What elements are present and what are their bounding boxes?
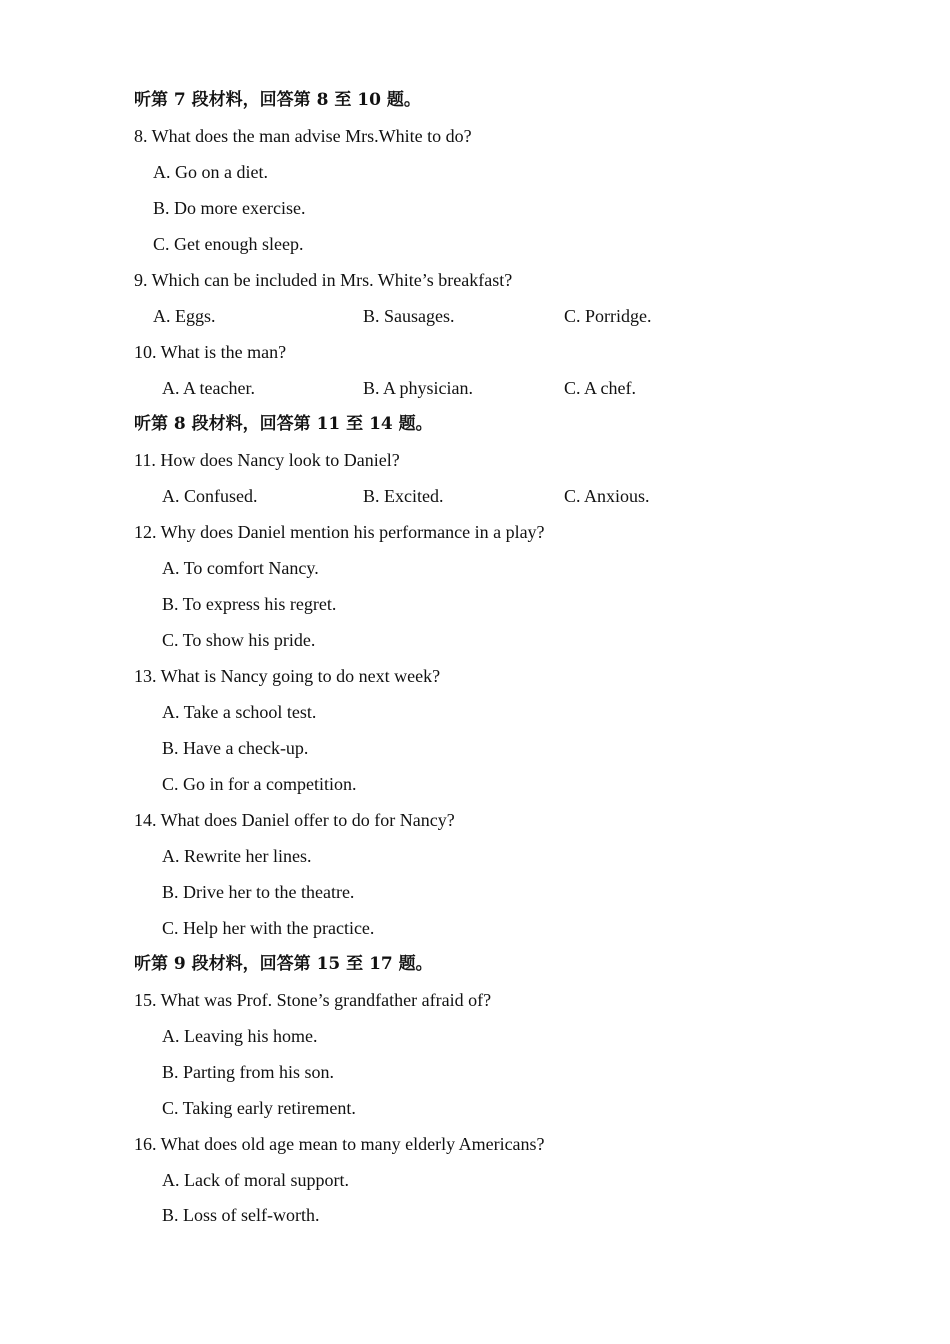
option-15a: A. Leaving his home.: [162, 1026, 318, 1046]
section-heading: 听第 7 段材料，回答第 8 至 10 题。: [134, 90, 421, 110]
option-12a: A. To comfort Nancy.: [162, 558, 319, 578]
question-13: 13. What is Nancy going to do next week?: [134, 666, 441, 686]
option-8a: A. Go on a diet.: [153, 162, 268, 182]
option-14a: A. Rewrite her lines.: [162, 846, 312, 866]
option-12b: B. To express his regret.: [162, 594, 337, 614]
option-11c: C. Anxious.: [564, 486, 650, 506]
option-10b: B. A physician.: [363, 378, 474, 398]
option-9a: A. Eggs.: [153, 306, 216, 326]
question-14: 14. What does Daniel offer to do for Nancy?: [134, 810, 455, 830]
option-13b: B. Have a check-up.: [162, 738, 309, 758]
question-8: 8. What does the man advise Mrs.White to do?: [134, 126, 472, 146]
option-14c: C. Help her with the practice.: [162, 918, 375, 938]
option-12c: C. To show his pride.: [162, 630, 316, 650]
section-heading: 听第 9 段材料，回答第 15 至 17 题。: [134, 954, 433, 974]
option-14b: B. Drive her to the theatre.: [162, 882, 355, 902]
option-13c: C. Go in for a competition.: [162, 774, 357, 794]
option-16a: A. Lack of moral support.: [162, 1170, 349, 1190]
option-11b: B. Excited.: [363, 486, 444, 506]
question-11: 11. How does Nancy look to Daniel?: [134, 450, 400, 470]
option-11a: A. Confused.: [162, 486, 258, 506]
option-10c: C. A chef.: [564, 378, 636, 398]
question-15: 15. What was Prof. Stone’s grandfather afraid of?: [134, 990, 492, 1010]
section-heading: 听第 8 段材料，回答第 11 至 14 题。: [134, 414, 433, 434]
question-12: 12. Why does Daniel mention his performance in a play?: [134, 522, 545, 542]
option-10a: A. A teacher.: [162, 378, 255, 398]
question-16: 16. What does old age mean to many elderly Americans?: [134, 1134, 545, 1154]
option-9c: C. Porridge.: [564, 306, 652, 326]
option-15c: C. Taking early retirement.: [162, 1098, 356, 1118]
option-8b: B. Do more exercise.: [153, 198, 306, 218]
option-9b: B. Sausages.: [363, 306, 455, 326]
option-13a: A. Take a school test.: [162, 702, 317, 722]
question-10: 10. What is the man?: [134, 342, 287, 362]
option-8c: C. Get enough sleep.: [153, 234, 304, 254]
option-15b: B. Parting from his son.: [162, 1062, 335, 1082]
question-9: 9. Which can be included in Mrs. White’s breakfast?: [134, 270, 513, 290]
option-16b: B. Loss of self-worth.: [162, 1205, 320, 1225]
